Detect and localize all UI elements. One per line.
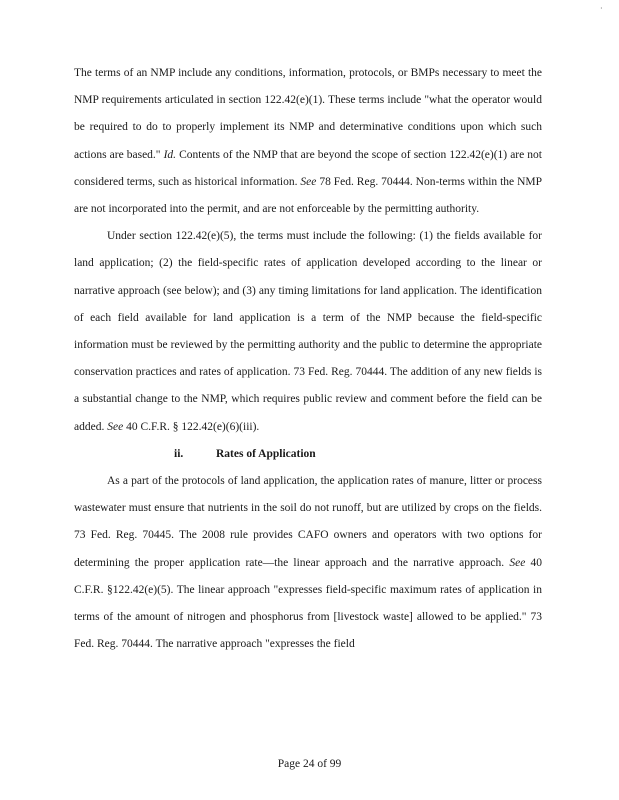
paragraph-application-rates bbox=[74, 468, 542, 658]
paragraph-text: 40 C.F.R. § 122.42(e)(6)(iii). bbox=[123, 420, 260, 433]
paragraph-text: Contents of the NMP that are beyond the scope of section 122.42(e)(1) are not considered terms, such as historical information. bbox=[74, 148, 542, 188]
section-title: Rates of Application bbox=[216, 447, 316, 460]
page-number: Page 24 of 99 bbox=[277, 758, 342, 770]
citation-signal: See bbox=[509, 556, 526, 569]
paragraph-text: Under section 122.42(e)(5), the terms must include the following: (1) the fields available for land application; (2) the field-specific rates of application developed according to the linear or narrative approach (see below); and (3) any timing limitations for land application. The identification of each field available for land application is a term of the NMP because the field-specific information must be reviewed by the permitting authority and the public to determine the appropriate conservation practices and rates of application. 73 Fed. Reg. 70444. The addition of any new fields is a substantial change to the NMP, which requires public review and comment before the field can be added. bbox=[74, 230, 542, 433]
section-heading bbox=[174, 441, 542, 468]
paragraph-required-terms bbox=[74, 223, 542, 441]
paragraph-text: As a part of the protocols of land application, the application rates of manure, litter or process wastewater must ensure that nutrients in the soil do not runoff, but are utilized by crops on the fields. 73 Fed. Reg. 70445. The 2008 rule provides CAFO owners and operators with two options for determining the proper application rate—the linear approach and the narrative approach. bbox=[74, 475, 542, 569]
corner-mark: · bbox=[600, 4, 603, 13]
citation-signal: See bbox=[107, 420, 124, 433]
paragraph-text: The terms of an NMP include any conditions, information, protocols, or BMPs necessary to meet the NMP requirements articulated in section 122.42(e)(1). These terms include "what the operator would be required to do to properly implement its NMP and determinative conditions upon which such actions are based." bbox=[74, 67, 542, 161]
page-body bbox=[74, 60, 542, 658]
paragraph-text: 40 C.F.R. §122.42(e)(5). The linear approach "expresses field-specific maximum rates of application in terms of the amount of nitrogen and phosphorus from [livestock waste] allowed to be applied." 73 Fed. Reg. 70444. The narrative approach "expresses the field bbox=[74, 556, 542, 651]
section-number: ii. bbox=[174, 447, 184, 460]
paragraph-nmp-terms bbox=[74, 60, 542, 223]
citation-id: Id. bbox=[163, 148, 177, 161]
citation-signal: See bbox=[300, 175, 317, 188]
paragraph-text: 78 Fed. Reg. 70444. Non-terms within the NMP are not incorporated into the permit, and are not enforceable by the permitting authority. bbox=[74, 175, 543, 216]
